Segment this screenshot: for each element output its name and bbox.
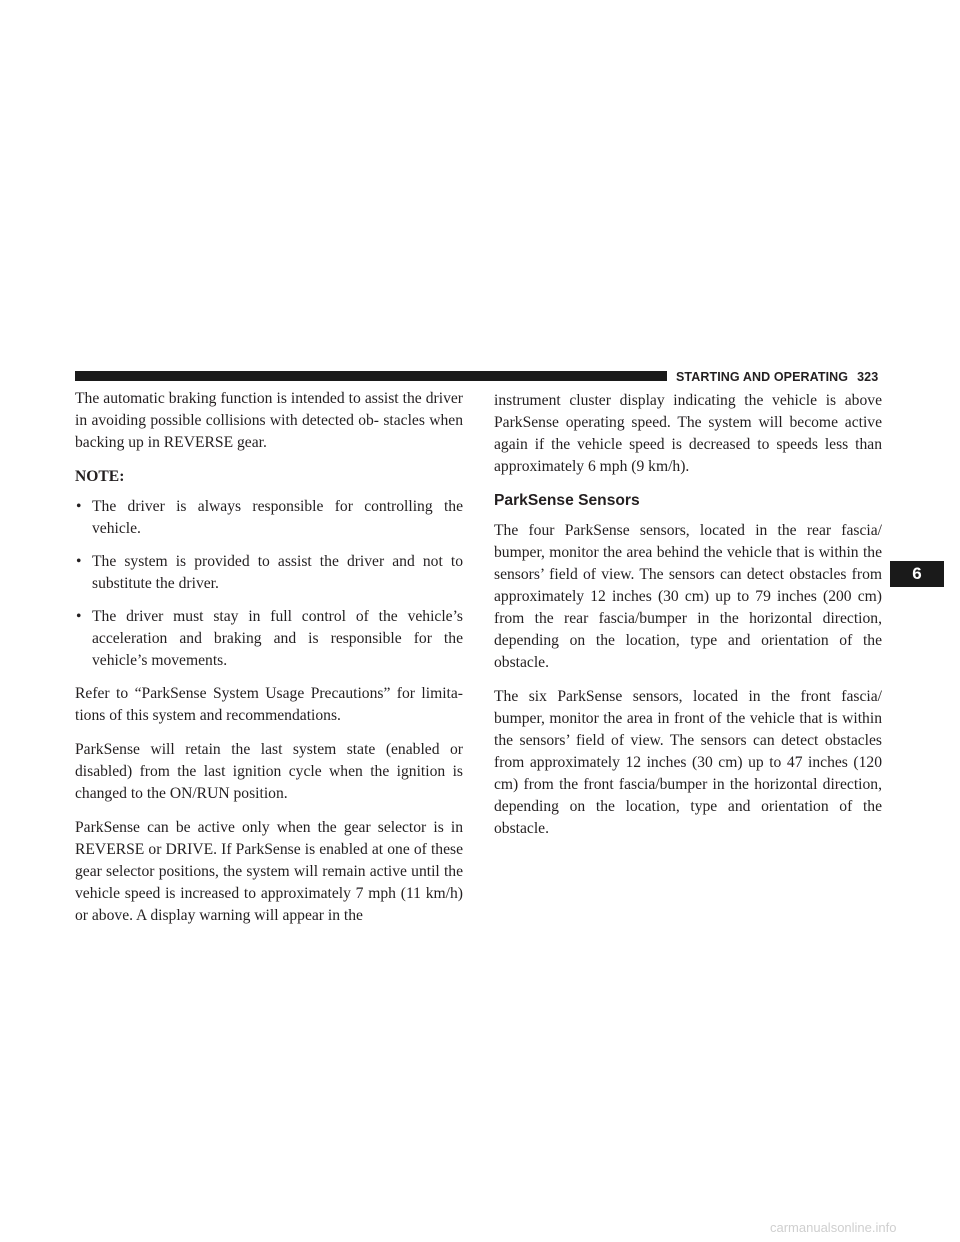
paragraph-retain-state: ParkSense will retain the last system state (enabled or disabled) from the last ignition cycle when the ignition is changed to the ON/RUN position. bbox=[75, 741, 463, 802]
list-item: • The system is provided to assist the driver and not to substitute the driver. bbox=[75, 551, 463, 595]
section-heading: ParkSense Sensors bbox=[494, 492, 640, 509]
note-bullet-list bbox=[75, 496, 463, 672]
paragraph-refer-precautions: Refer to “ParkSense System Usage Precautions” for limita- tions of this system and recommendations. bbox=[75, 685, 463, 724]
list-item: • The driver is always responsible for controlling the vehicle. bbox=[75, 496, 463, 540]
list-item: • The driver must stay in full control of the vehicle’s acceleration and braking and is responsible for the vehicle’s movements. bbox=[75, 606, 463, 672]
page-number: 323 bbox=[857, 370, 879, 384]
paragraph-automatic-braking: The automatic braking function is intended to assist the driver in avoiding possible collisions with detected ob- stacles when backing up in REVERSE gear. bbox=[75, 390, 463, 451]
paragraph-active-gear: ParkSense can be active only when the gear selector is in REVERSE or DRIVE. If ParkSense is enabled at one of these gear selector positions, the system will remain active until the vehicle speed is increased to approximately 7 mph (11 km/h) or above. A display warning will appear in the bbox=[75, 819, 463, 924]
header-rule bbox=[75, 371, 667, 381]
right-column bbox=[494, 388, 882, 852]
note-label: NOTE: bbox=[75, 468, 125, 485]
running-header bbox=[676, 369, 878, 385]
left-column bbox=[75, 388, 463, 939]
paragraph-front-sensors: The six ParkSense sensors, located in the front fascia/ bumper, monitor the area in front of the vehicle that is within the sensors’ field of view. The sensors can detect obstacles from approximately 12 inches (30 cm) up to 47 inches (120 cm) from the front fascia/bumper in the horizontal direction, depending on the location, type and orientation of the obstacle. bbox=[494, 688, 882, 837]
paragraph-continued: instrument cluster display indicating the vehicle is above ParkSense operating speed. The system will become active again if the vehicle speed is decreased to speeds less than approximately 6 mph (9 km/h). bbox=[494, 392, 882, 475]
section-title: STARTING AND OPERATING bbox=[676, 370, 849, 384]
watermark: carmanualsonline.info bbox=[770, 1220, 897, 1235]
paragraph-rear-sensors: The four ParkSense sensors, located in the rear fascia/ bumper, monitor the area behind the vehicle that is within the sensors’ field of view. The sensors can detect obstacles from approximately 12 inches (30 cm) up to 79 inches (200 cm) from the rear fascia/bumper in the horizontal direction, depending on the location, type and orientation of the obstacle. bbox=[494, 522, 882, 671]
chapter-tab: 6 bbox=[890, 561, 944, 587]
